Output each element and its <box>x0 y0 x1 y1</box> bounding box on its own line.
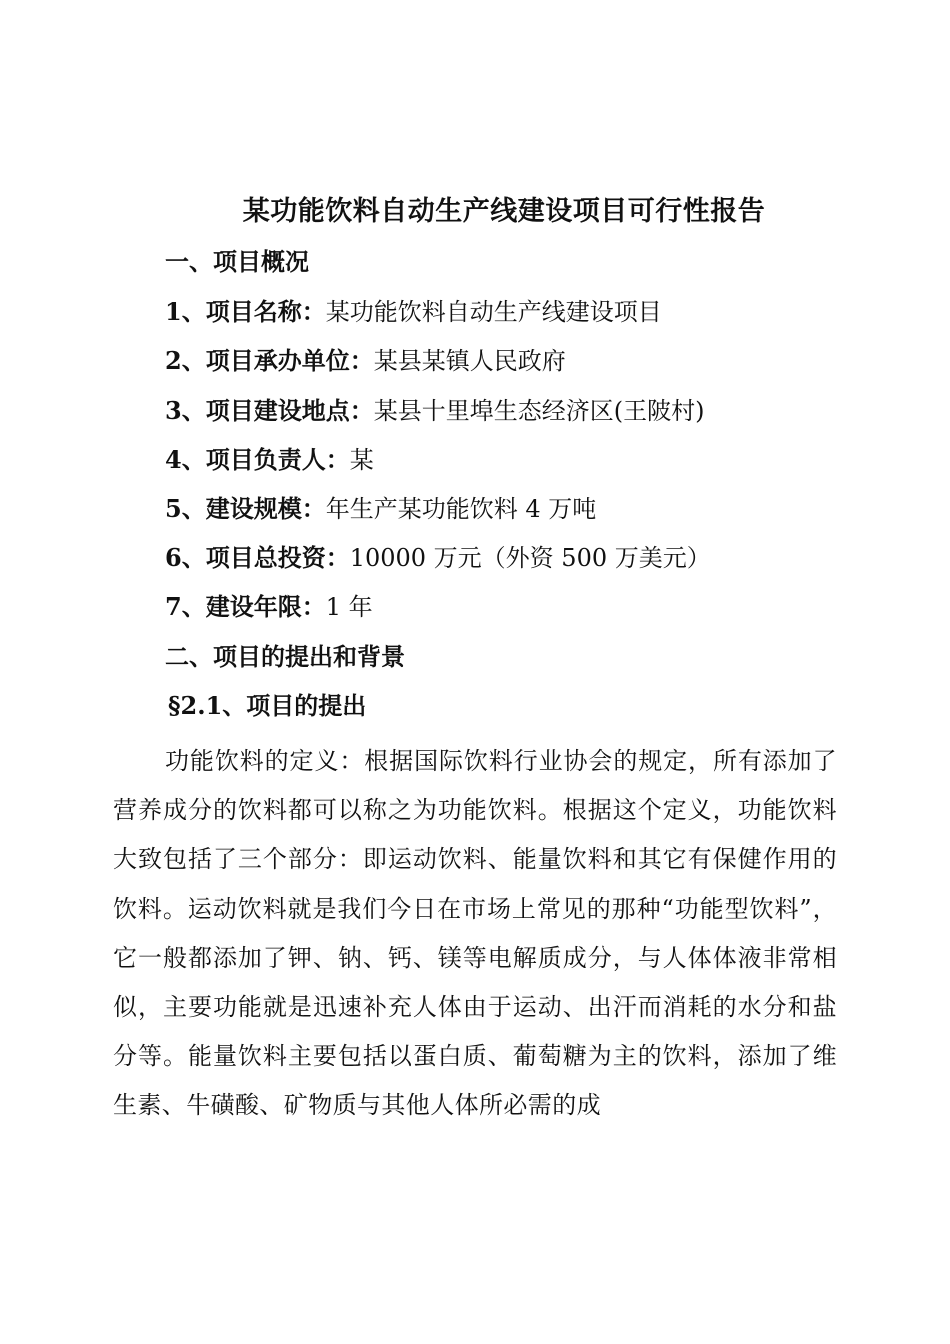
info-label: 2、项目承办单位： <box>165 346 374 375</box>
section-2-1-heading: §2.1、项目的提出 <box>168 691 367 720</box>
section-1-heading: 一、项目概况 <box>165 247 309 276</box>
info-item-person-in-charge <box>165 443 374 477</box>
info-label: 6、项目总投资： <box>165 543 350 572</box>
info-item-duration <box>165 590 373 624</box>
info-label: 3、项目建设地点： <box>165 396 374 425</box>
info-label: 1、项目名称： <box>165 297 326 326</box>
info-item-investment <box>165 541 711 575</box>
info-item-location <box>165 394 704 428</box>
body-paragraph: 功能饮料的定义：根据国际饮料行业协会的规定，所有添加了营养成分的饮料都可以称之为功能饮料。根据这个定义，功能饮料大致包括了三个部分：即运动饮料、能量饮料和其它有保健作用的饮料。运动饮料就是我们今日在市场上常见的那种“功能型饮料”，它一般都添加了钾、钠、钙、镁等电解质成分，与人体体液非常相似，主要功能就是迅速补充人体由于运动、出汗而消耗的水分和盐分等。能量饮料主要包括以蛋白质、葡萄糖为主的饮料，添加了维生素、牛磺酸、矿物质与其他人体所必需的成 <box>113 747 837 1120</box>
info-value: 某县十里埠生态经济区(王陂村) <box>373 397 705 425</box>
info-label: 4、项目负责人： <box>165 445 350 474</box>
info-value: 某功能饮料自动生产线建设项目 <box>325 298 662 326</box>
info-item-scale <box>165 492 596 526</box>
document-title: 某功能饮料自动生产线建设项目可行性报告 <box>242 196 766 227</box>
info-value: 年生产某功能饮料 4 万吨 <box>325 495 597 523</box>
info-label: 5、建设规模： <box>165 494 326 523</box>
info-value: 1 年 <box>325 593 373 621</box>
info-label: 7、建设年限： <box>165 592 326 621</box>
info-value: 某县某镇人民政府 <box>373 347 566 375</box>
info-item-organizer <box>165 344 566 378</box>
info-value: 10000 万元（外资 500 万美元） <box>349 544 711 572</box>
info-value: 某 <box>349 446 374 474</box>
section-2-heading: 二、项目的提出和背景 <box>165 642 405 671</box>
info-item-project-name <box>165 295 662 329</box>
